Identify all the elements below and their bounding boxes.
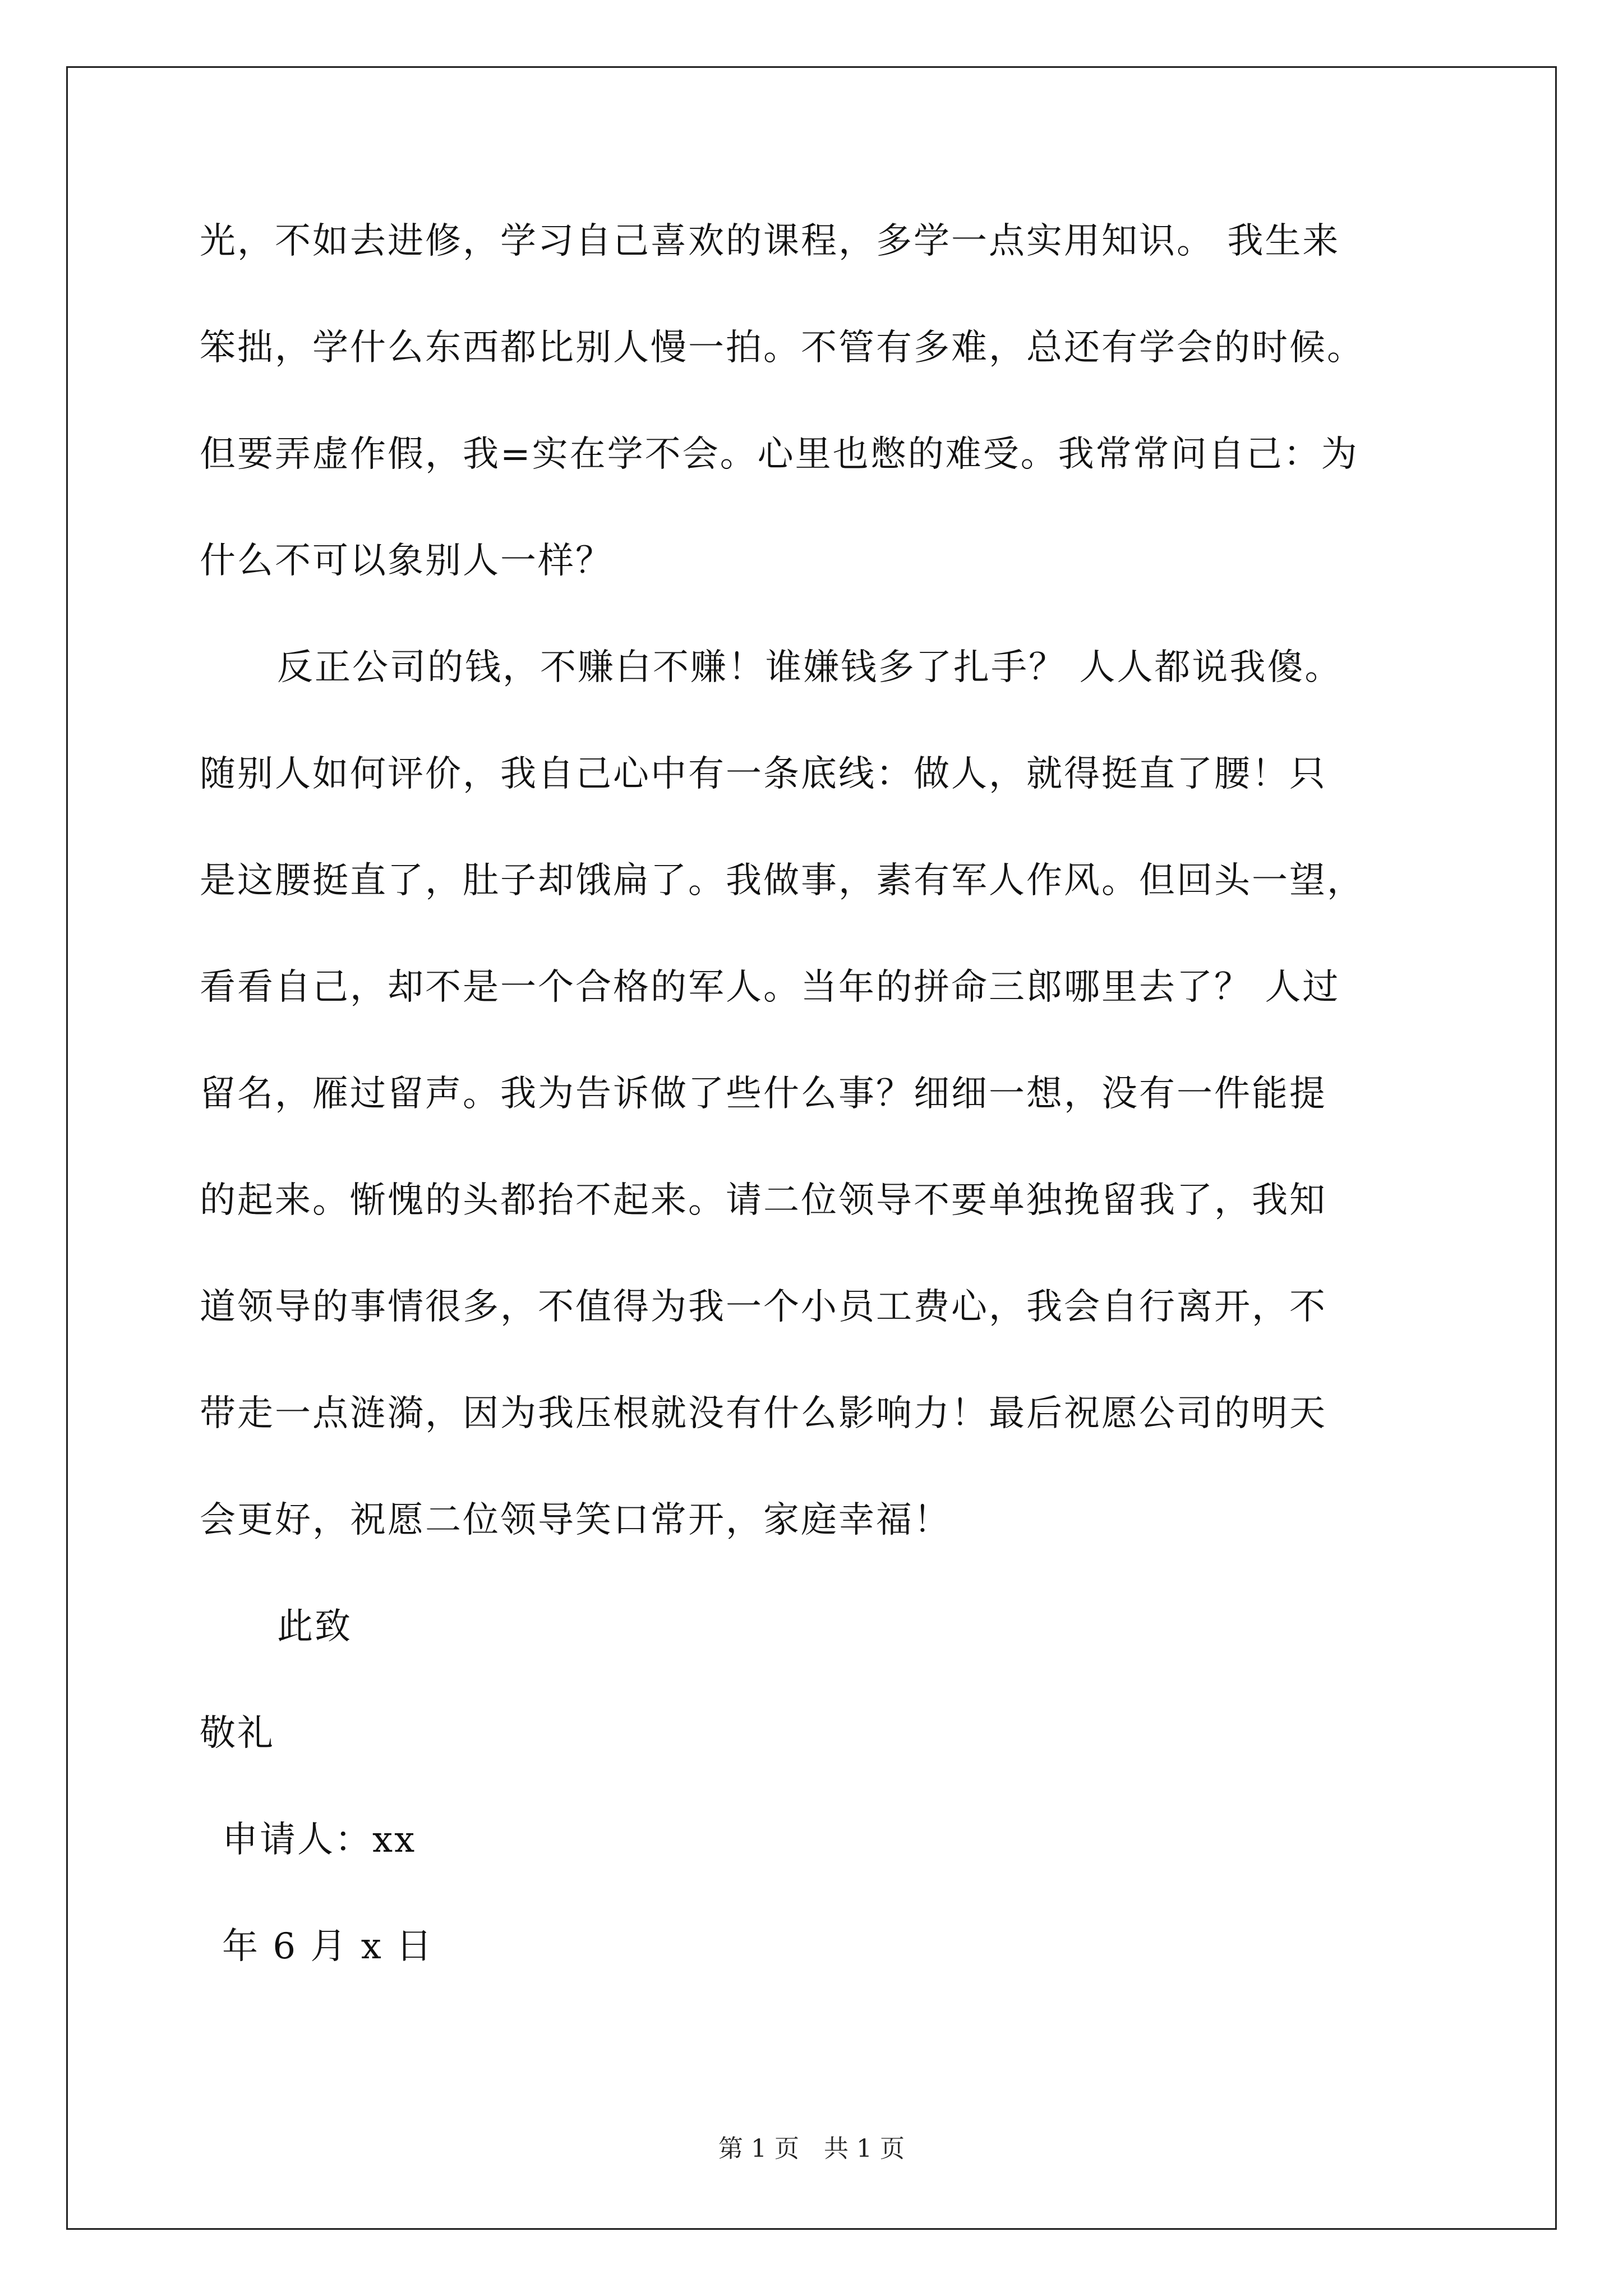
body-line: 看看自己，却不是一个合格的军人。当年的拼命三郎哪里去了？ 人过 — [200, 967, 1340, 1008]
body-line: 光，不如去进修，学习自己喜欢的课程，多学一点实用知识。 我生来 — [200, 220, 1340, 262]
page-frame — [66, 66, 1557, 2230]
page-number-footer: 第 1 页 共 1 页 — [718, 2134, 905, 2163]
body-line: 反正公司的钱，不赚白不赚！谁嫌钱多了扎手？ 人人都说我傻。 — [277, 647, 1343, 688]
body-line: 但要弄虚作假，我=实在学不会。心里也憋的难受。我常常问自己：为 — [200, 434, 1359, 475]
body-line: 什么不可以象别人一样？ — [200, 540, 613, 582]
body-line: 带走一点涟漪，因为我压根就没有什么影响力！最后祝愿公司的明天 — [200, 1393, 1327, 1434]
closing-salutation: 此致 — [277, 1606, 352, 1648]
body-line: 的起来。惭愧的头都抬不起来。请二位领导不要单独挽留我了，我知 — [200, 1180, 1327, 1221]
closing-respect: 敬礼 — [200, 1713, 275, 1754]
body-line: 笨拙，学什么东西都比别人慢一拍。不管有多难，总还有学会的时候。 — [200, 327, 1364, 369]
body-line: 会更好，祝愿二位领导笑口常开，家庭幸福！ — [200, 1499, 951, 1541]
body-line: 是这腰挺直了，肚子却饿扁了。我做事，素有军人作风。但回头一望， — [200, 860, 1364, 901]
body-line: 随别人如何评价，我自己心中有一条底线：做人，就得挺直了腰！只 — [200, 753, 1327, 795]
body-line: 道领导的事情很多，不值得为我一个小员工费心，我会自行离开，不 — [200, 1286, 1327, 1328]
body-line: 留名，雁过留声。我为告诉做了些什么事？细细一想，没有一件能提 — [200, 1073, 1327, 1115]
applicant-signature: 申请人：xx — [222, 1819, 417, 1861]
signature-date: 年 6 月 x 日 — [222, 1926, 434, 1967]
